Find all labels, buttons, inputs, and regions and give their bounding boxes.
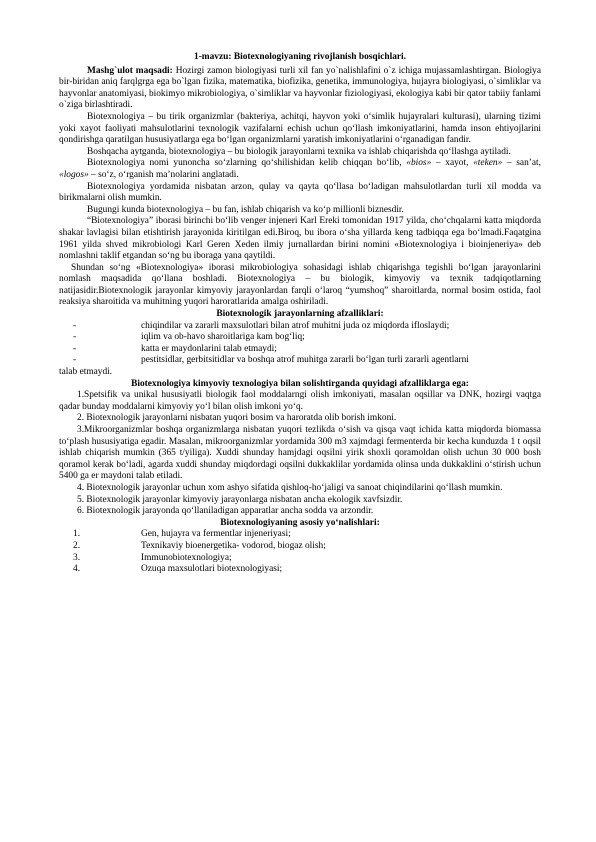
list-item-text: katta er maydonlarini talab etmaydi;: [141, 343, 277, 354]
comparison-item-4: 4. Biotexnologik jarayonlar uchun xom ashyo sifatida qishloq-ho‘jaligi va sanoat chiqindilarini qo‘llash mumkin.: [77, 482, 503, 493]
list-item: [59, 541, 541, 553]
list-number: 2.: [73, 540, 81, 551]
list-item: [59, 529, 541, 541]
goal-paragraph: [59, 66, 541, 112]
comparison-item-3: 3.Mikroorganizmlar boshqa organizmlarga nisbatan yuqori tezlikda o‘sish va qisqa vaqt ichida katta miqdorda biomassa to‘plash hususiyatiga egadir. Masalan, mikroorganizmlar yordamida 300 m3 xajmdagi fermenterda bir kecha kunduzda 1 t oqsil ishlab chiqarish mumkin (365 t/yiliga). Xuddi shunday hamjdagi oqsilni yirik shoxli qoramoldan olish uchun 30 000 bosh qoramol kerak bo‘ladi, agarda xuddi shunday miqdordagi oqsilni dukkaklilar yordamida olinsa unda dukkaklini o‘stirish uchun 5400 ga er maydoni talab etiladi.: [59, 425, 541, 482]
paragraph-definition: Biotexnologiya – bu tirik organizmlar (bakteriya, achitqi, hayvon yoki o‘simlik hujayralari kulturasi), ularning tizimi yoki xayot faoliyati mahsulotlarini texnologik vazifalarni echish uchun qo‘llash imkoniyatlarini, hamda inson ehtiyojlarini qondirishga qaratilgan hususiyatlarga ega bo‘lgan organizmlarni yaratish imkoniyatlarini o‘rganadigan fandir.: [59, 111, 541, 146]
dash-marker: -: [73, 320, 77, 331]
paragraph-products: Biotexnologiya yordamida nisbatan arzon, qulay va qayta qo‘llasa bo‘ladigan mahsulotlardan turli xil modda va birikmalarni olish mumkin.: [59, 181, 541, 204]
advantages-list: [59, 321, 541, 367]
list-item: [59, 344, 541, 356]
list-item-text: Immunobiotexnologiya;: [141, 552, 232, 563]
heading-advantages: Biotexnologik jarayonlarning afzalliklari:: [216, 309, 384, 320]
list-number: 4.: [73, 564, 81, 575]
comparison-item-1: 1.Spetsifik va unikal hususiyatli biologik faol moddalarngi olish imkoniyati, masalan oqsillar va DNK, hozirgi vaqtga qadar bunday moddalarni kimyoviy yo‘l bilan olish imkoni yo‘q.: [59, 390, 541, 412]
goal-label: Mashg`ulot maqsadi:: [87, 65, 173, 76]
comparison-item-5: 5. Biotexnologik jarayonlar kimyoviy jarayonlarga nisbatan ancha ekologik xavfsizdir.: [77, 494, 403, 505]
list-item-text: Ozuqa maxsulotlari biotexnologiyasi;: [141, 564, 283, 575]
list-item-text: pestitsidlar, gerbitsitidlar va boshqa atrof muhitga zararli bo‘lgan turli zararli agentlarni: [141, 355, 469, 366]
etymology-text-c: – san’at,: [502, 158, 541, 169]
etymology-text-a: Biotexnologiya nomi yunoncha so‘zlarning qo‘shilishidan kelib chiqqan bo‘lib,: [87, 158, 407, 169]
list-item-text: iqlim va ob-havo sharoitlariga kam bog‘liq;: [141, 332, 305, 343]
document-title: 1-mavzu: Biotexnologiyaning rivojlanish bosqichlari.: [194, 52, 406, 62]
paragraph-history: “Biotexnologiya” iborasi birinchi bo‘lib venger injeneri Karl Ereki tomonidan 1917 yilda, cho‘chqalarni katta miqdorda shakar lavlagisi bilan etishtirish jarayonida kiritilgan edi.Biroq, bu ibora o‘sha yillarda keng tadbiqqa ega bo‘lmadi.Faqatgina 1961 yilda shved mikrobiologi Karl Geren Xeden ilmiy jurnallardan birini nomini «Biotexnologiya i bioinjeneriya» deb nomlashni taklif etgandan so‘ng bu iboraga yana qaytildi.: [59, 216, 541, 262]
term-bios: «bios»: [406, 158, 432, 169]
list-item-text: Texnikaviy bioenergetika- vodorod, biogaz olish;: [141, 540, 326, 551]
document-page: [59, 52, 541, 576]
list-item: [59, 355, 541, 367]
list-item: [59, 564, 541, 576]
term-teken: «teken»: [473, 158, 503, 169]
paragraph-other-words: Boshqacha aytganda, biotexnologiya – bu biologik jarayonlarni texnika va ishlab chiqarishda qo‘llashga aytiladi.: [87, 146, 511, 157]
etymology-text-d: – so‘z, o‘rganish ma’nolarini anglatadi.: [88, 169, 239, 180]
list-number: 1.: [73, 529, 81, 540]
etymology-text-b: – xayot,: [431, 158, 474, 169]
paragraph-etymology: [59, 158, 541, 181]
term-logos: «logos»: [59, 169, 89, 180]
list-item: [59, 553, 541, 565]
advantages-tail: talab etmaydi.: [59, 367, 113, 378]
comparison-item-6: 6. Biotexnologik jarayonda qo‘llaniladigan apparatlar ancha sodda va arzondir.: [77, 506, 374, 517]
paragraph-usage: Shundan so‘ng «Biotexnologiya» iborasi mikrobiologiya sohasidagi ishlab chiqarishga tegishli bo‘lgan jarayonlarini nomlash maqsadida qo‘llana boshladi. Biotexnologiya – bu biologik, kimyoviy va texnik tadqiqotlarning natijasidir.Biotexnologik jarayonlar kimyoviy jarayonlardan farqli o‘laroq “yumshoq” sharoitlarda, normal bosim ostida, faol reaksiya sharoitida va muhitning yuqori haroratlarida amalga oshiriladi.: [59, 262, 541, 308]
list-number: 3.: [73, 552, 81, 563]
comparison-item-2: 2. Biotexnologik jarayonlarni nisbatan yuqori bosim va haroratda olib borish imkoni.: [77, 413, 397, 424]
list-item: [59, 321, 541, 333]
list-item-text: Gen, hujayra va fermentlar injeneriyasi;: [141, 529, 291, 540]
heading-directions: Biotexnologiyaning asosiy yo‘nalishlari:: [220, 517, 380, 528]
heading-comparison: Biotexnologiya kimyoviy texnologiya bilan solishtirganda quyidagi afzalliklarga ega:: [131, 378, 469, 389]
goal-text: Hozirgi zamon biologiyasi turli xil fan yo`nalishlafini o`z ichiga mujassamlashtirgan. Biologiya bir-biridan aniq farqlgrga ega bo`lgan fizika, matematika, biofizika, genetika, immunologiya, hujayra biologiyasi, o`simliklar va hayvonlar anatomiyasi, biokimyo mikrobiologiya, o`simliklar va hayvonlar fiziologiyasi, ekologiya kabi bir qator tabiiy fanlami o`ziga birlashtiradi.: [59, 65, 541, 111]
dash-marker: -: [73, 355, 77, 366]
list-item: [59, 332, 541, 344]
dash-marker: -: [73, 343, 77, 354]
directions-list: [59, 529, 541, 575]
dash-marker: -: [73, 332, 77, 343]
list-item-text: chiqindilar va zararli maxsulotlari bilan atrof muhitni juda oz miqdorda ifloslaydi;: [141, 320, 450, 331]
paragraph-business: Bugungi kunda biotexnologiya – bu fan, ishlab chiqarish va ko‘p millionli biznesdir.: [87, 204, 404, 215]
